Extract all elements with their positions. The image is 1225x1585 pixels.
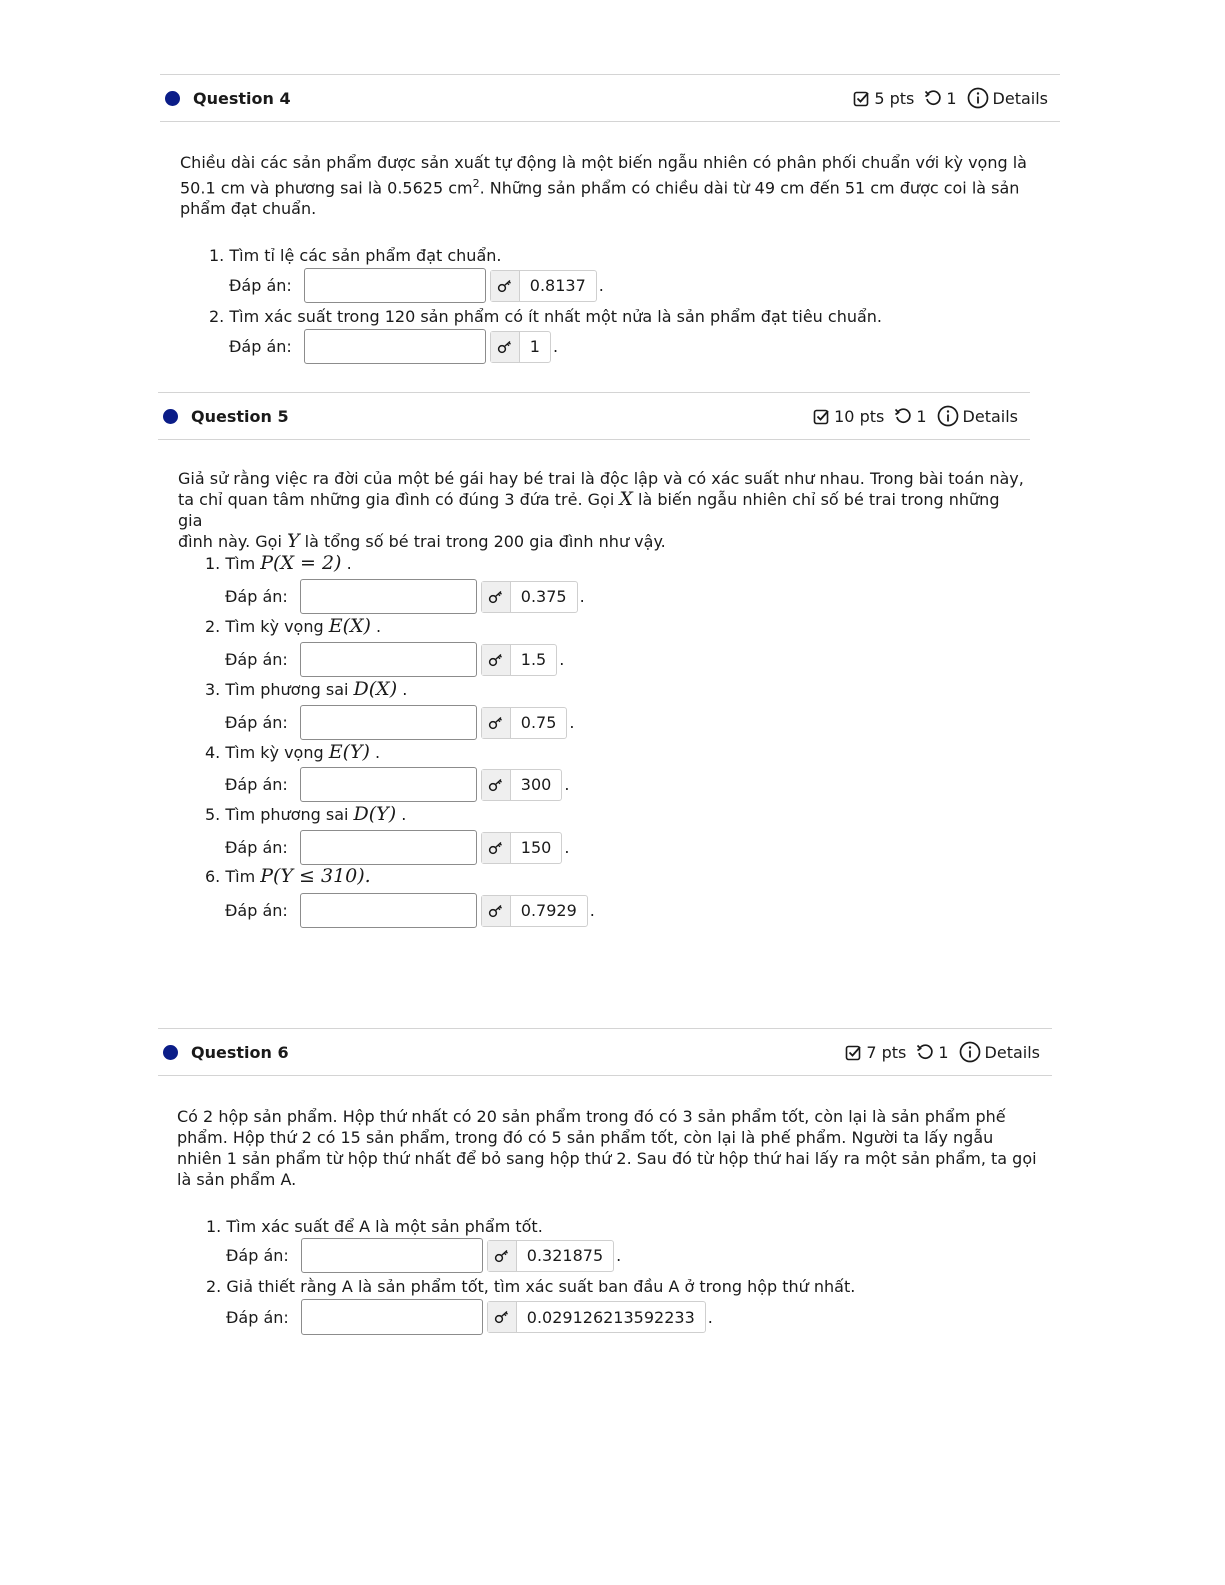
answer-input[interactable] bbox=[301, 1238, 483, 1273]
question-6 bbox=[158, 1028, 1052, 1348]
info-icon bbox=[967, 87, 989, 109]
question-item: 2. Giả thiết rằng A là sản phẩm tốt, tìm xác suất ban đầu A ở trong hộp thứ nhất. bbox=[206, 1277, 856, 1296]
answer-key bbox=[481, 707, 568, 739]
attempts-label: 1 bbox=[916, 406, 927, 426]
question-title: Question 4 bbox=[193, 88, 291, 108]
key-icon bbox=[488, 841, 504, 855]
key-button[interactable] bbox=[482, 645, 511, 675]
answer-label: Đáp án: bbox=[229, 276, 292, 295]
attempts-label: 1 bbox=[938, 1042, 949, 1062]
answer-period: . bbox=[564, 775, 570, 794]
question-4 bbox=[160, 74, 1060, 374]
checkbox-icon bbox=[813, 408, 830, 425]
question-header bbox=[158, 1028, 1052, 1076]
answer-input[interactable] bbox=[300, 642, 477, 677]
answer-period: . bbox=[707, 1307, 713, 1327]
key-button[interactable] bbox=[482, 833, 511, 863]
key-button[interactable] bbox=[482, 582, 511, 612]
answer-input[interactable] bbox=[300, 830, 477, 865]
answer-row bbox=[229, 268, 604, 303]
points bbox=[845, 1043, 906, 1062]
question-bullet bbox=[163, 409, 178, 424]
answer-key bbox=[481, 832, 563, 864]
key-button[interactable] bbox=[491, 332, 520, 362]
answer-label: Đáp án: bbox=[225, 713, 288, 732]
points-label: 7 pts bbox=[866, 1042, 907, 1062]
retry-icon bbox=[924, 89, 942, 107]
correct-answer: 0.8137 bbox=[529, 276, 586, 295]
key-icon bbox=[494, 1310, 510, 1324]
correct-answer: 0.75 bbox=[520, 713, 557, 732]
answer-period: . bbox=[559, 650, 565, 669]
answer-input[interactable] bbox=[300, 705, 477, 740]
answer-period: . bbox=[598, 276, 604, 295]
key-button[interactable] bbox=[488, 1302, 517, 1332]
key-icon bbox=[488, 653, 504, 667]
info-icon bbox=[937, 405, 959, 427]
answer-row bbox=[229, 329, 558, 364]
key-icon bbox=[488, 904, 504, 918]
question-item: 1. Tìm tỉ lệ các sản phẩm đạt chuẩn. bbox=[209, 246, 502, 265]
answer-label: Đáp án: bbox=[225, 901, 288, 920]
answer-label: Đáp án: bbox=[225, 775, 288, 794]
answer-row bbox=[225, 579, 585, 614]
attempts bbox=[924, 89, 956, 108]
attempts bbox=[894, 407, 926, 426]
answer-key bbox=[490, 331, 551, 363]
question-item: 4. Tìm kỳ vọng E(Y) . bbox=[205, 741, 381, 763]
info-icon bbox=[959, 1041, 981, 1063]
answer-key bbox=[481, 581, 578, 613]
answer-period: . bbox=[589, 901, 595, 920]
correct-answer: 0.375 bbox=[520, 587, 567, 606]
answer-key bbox=[481, 644, 557, 676]
question-text: Chiều dài các sản phẩm được sản xuất tự động là một biến ngẫu nhiên có phân phối chuẩn với kỳ vọng là 50.1 cm và phương sai là 0.5625 $cm^2$. Những sản phẩm có chiều dài từ 49 cm đến 51 cm được coi là sản phẩm đạt chuẩn. bbox=[180, 153, 1027, 219]
answer-row bbox=[225, 830, 569, 865]
details-label: Details bbox=[992, 88, 1048, 108]
question-meta bbox=[853, 87, 1048, 109]
answer-label: Đáp án: bbox=[226, 1307, 289, 1327]
question-text: Giả sử rằng việc ra đời của một bé gái hay bé trai là độc lập và có xác suất như nhau. Trong bài toán này, ta chỉ quan tâm những gia đình có đúng 3 đứa trẻ. Gọi X là biến ngẫu nhiên chỉ số bé trai trong những gia đình này. Gọi Y là tổng số bé trai trong 200 gia đình như vậy. bbox=[178, 469, 1024, 552]
details-label: Details bbox=[962, 406, 1018, 426]
question-bullet bbox=[165, 91, 180, 106]
answer-row bbox=[226, 1238, 621, 1273]
answer-period: . bbox=[552, 337, 559, 356]
correct-answer: 0.029126213592233 bbox=[526, 1307, 695, 1327]
key-icon bbox=[488, 590, 504, 604]
correct-answer: 1.5 bbox=[520, 650, 547, 669]
key-button[interactable] bbox=[482, 770, 511, 800]
answer-input[interactable] bbox=[300, 767, 477, 802]
question-title: Question 6 bbox=[191, 1042, 289, 1062]
answer-key bbox=[481, 895, 588, 927]
question-item: 1. Tìm xác suất để A là một sản phẩm tốt. bbox=[206, 1217, 543, 1236]
details-link[interactable] bbox=[967, 87, 1048, 109]
question-item: 2. Tìm kỳ vọng E(X) . bbox=[205, 615, 382, 637]
key-icon bbox=[488, 778, 504, 792]
correct-answer: 0.7929 bbox=[520, 901, 577, 920]
answer-key bbox=[487, 1301, 706, 1333]
points-label: 10 pts bbox=[834, 406, 885, 426]
points-label: 5 pts bbox=[874, 88, 915, 108]
details-link[interactable] bbox=[937, 405, 1018, 427]
correct-answer: 300 bbox=[520, 775, 552, 794]
key-icon bbox=[488, 716, 504, 730]
key-button[interactable] bbox=[488, 1241, 517, 1271]
answer-input[interactable] bbox=[300, 893, 477, 928]
question-item: 3. Tìm phương sai D(X) . bbox=[205, 678, 408, 700]
answer-label: Đáp án: bbox=[225, 587, 288, 606]
correct-answer: 0.321875 bbox=[526, 1246, 604, 1265]
answer-input[interactable] bbox=[300, 579, 477, 614]
answer-input[interactable] bbox=[304, 329, 486, 364]
answer-label: Đáp án: bbox=[225, 650, 288, 669]
answer-period: . bbox=[579, 587, 585, 606]
points bbox=[813, 407, 884, 426]
question-title: Question 5 bbox=[191, 406, 289, 426]
answer-row bbox=[225, 893, 595, 928]
key-icon bbox=[494, 1249, 510, 1263]
retry-icon bbox=[894, 407, 912, 425]
key-button[interactable] bbox=[482, 896, 511, 926]
question-item: 1. Tìm P(X = 2) . bbox=[205, 552, 352, 574]
answer-row bbox=[225, 705, 575, 740]
correct-answer: 1 bbox=[529, 337, 540, 356]
question-meta bbox=[845, 1041, 1040, 1063]
answer-input[interactable] bbox=[304, 268, 486, 303]
answer-key bbox=[487, 1240, 614, 1272]
answer-row bbox=[226, 1299, 713, 1335]
answer-label: Đáp án: bbox=[229, 337, 292, 356]
question-meta bbox=[813, 405, 1018, 427]
question-5 bbox=[158, 392, 1030, 952]
answer-label: Đáp án: bbox=[226, 1246, 289, 1265]
question-item: 6. Tìm P(Y ≤ 310). bbox=[205, 865, 371, 887]
question-bullet bbox=[163, 1045, 178, 1060]
key-icon bbox=[497, 279, 513, 293]
answer-input[interactable] bbox=[301, 1299, 483, 1335]
answer-row bbox=[225, 767, 569, 802]
answer-period: . bbox=[564, 838, 570, 857]
answer-period: . bbox=[616, 1246, 622, 1265]
points bbox=[853, 89, 914, 108]
question-header bbox=[160, 74, 1060, 122]
checkbox-icon bbox=[845, 1044, 862, 1061]
answer-label: Đáp án: bbox=[225, 838, 288, 857]
answer-key bbox=[490, 270, 597, 302]
question-item: 2. Tìm xác suất trong 120 sản phẩm có ít nhất một nửa là sản phẩm đạt tiêu chuẩn. bbox=[209, 307, 882, 326]
attempts bbox=[916, 1043, 948, 1062]
checkbox-icon bbox=[853, 90, 870, 107]
correct-answer: 150 bbox=[520, 838, 552, 857]
question-text: Có 2 hộp sản phẩm. Hộp thứ nhất có 20 sản phẩm trong đó có 3 sản phẩm tốt, còn lại là sản phẩm phế phẩm. Hộp thứ 2 có 15 sản phẩm, trong đó có 5 sản phẩm tốt, còn lại là phế phẩm. Người ta lấy ngẫu nhiên 1 sản phẩm từ hộp thứ nhất để bỏ sang hộp thứ 2. Sau đó từ hộp thứ hai lấy ra một sản phẩm, ta gọi là sản phẩm A. bbox=[177, 1107, 1037, 1189]
key-icon bbox=[497, 340, 513, 354]
answer-key bbox=[481, 769, 563, 801]
answer-row bbox=[225, 642, 564, 677]
details-label: Details bbox=[984, 1042, 1040, 1062]
answer-period: . bbox=[569, 713, 575, 732]
question-item: 5. Tìm phương sai D(Y) . bbox=[205, 803, 407, 825]
attempts-label: 1 bbox=[946, 88, 957, 108]
key-button[interactable] bbox=[491, 271, 520, 301]
question-header bbox=[158, 392, 1030, 440]
retry-icon bbox=[916, 1043, 934, 1061]
details-link[interactable] bbox=[959, 1041, 1040, 1063]
key-button[interactable] bbox=[482, 708, 511, 738]
